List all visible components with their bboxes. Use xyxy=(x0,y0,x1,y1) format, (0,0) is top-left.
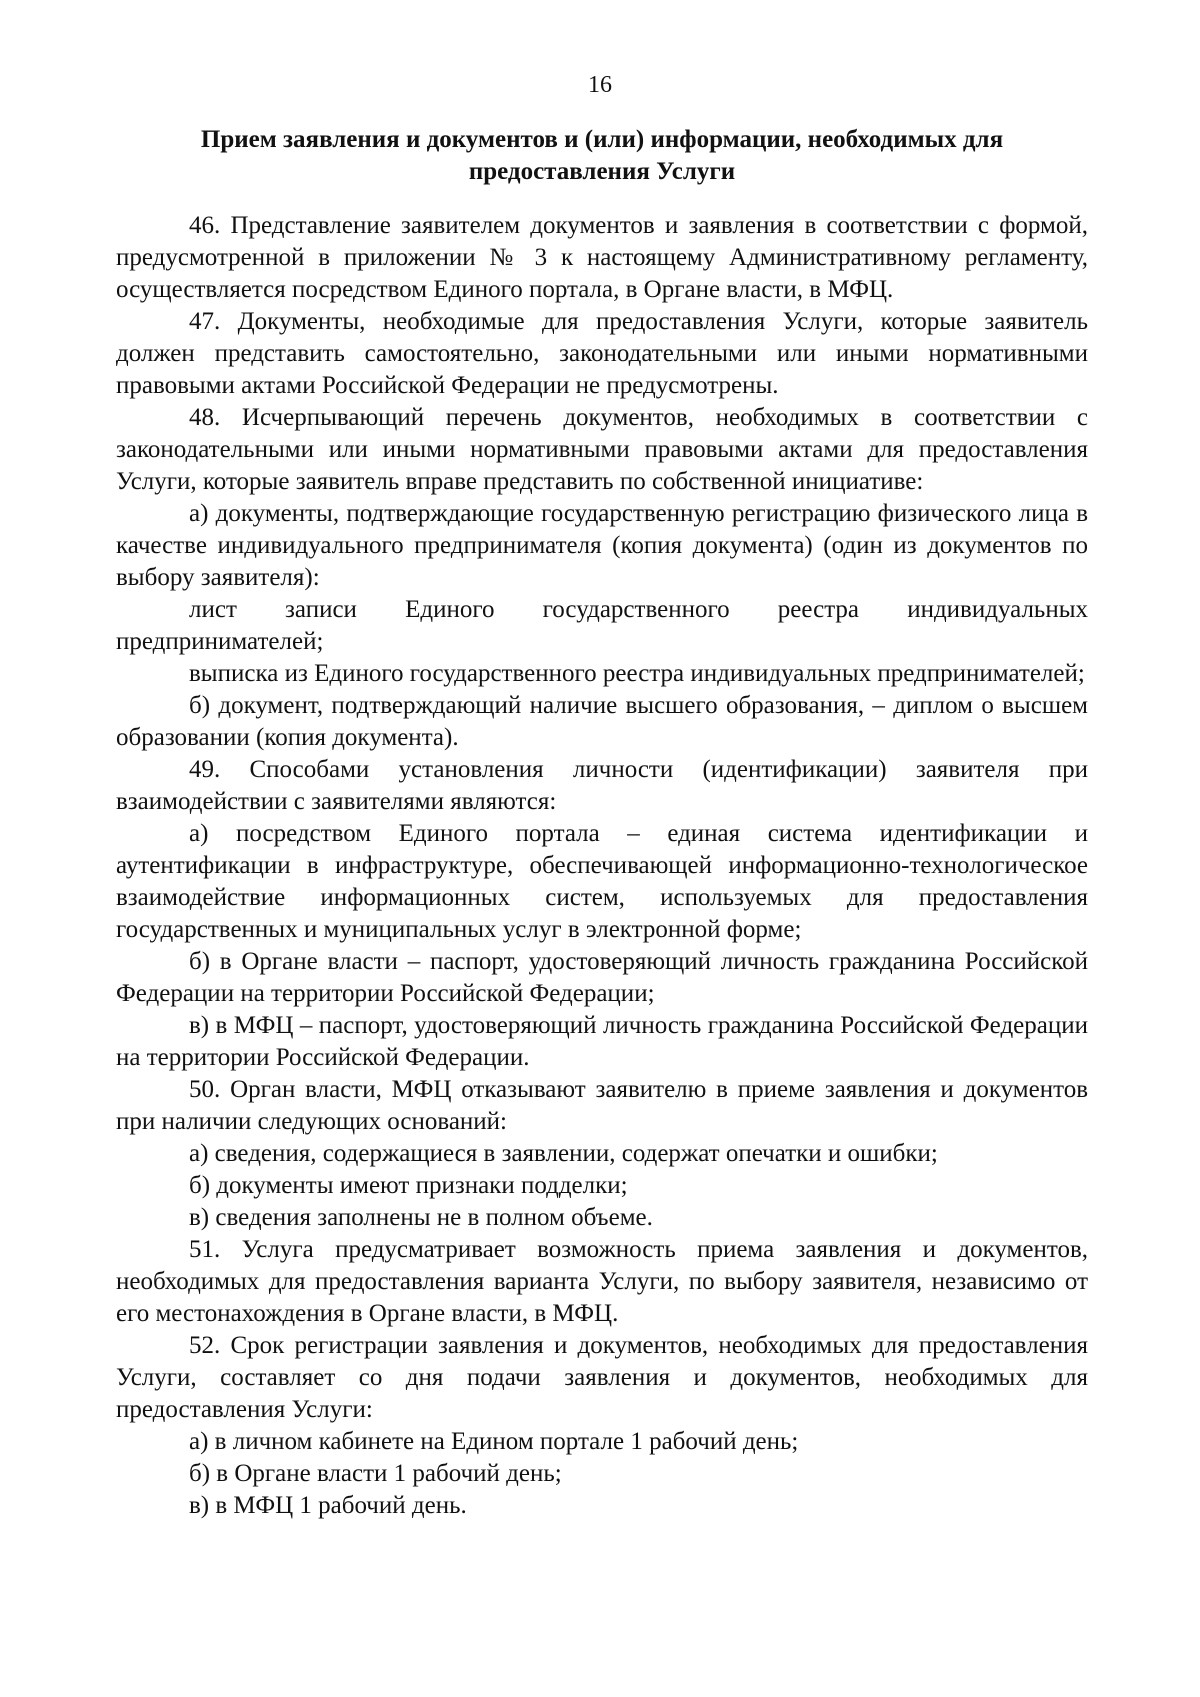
page-number: 16 xyxy=(588,72,612,98)
paragraph-52-b: б) в Органе власти 1 рабочий день; xyxy=(189,1460,562,1487)
paragraph-47: 47. Документы, необходимые для предоставления Услуги, которые заявитель должен представить самостоятельно, законодательными или иными нормативными правовыми актами Российской Федерации не предусмотрены. xyxy=(116,308,1088,399)
paragraph-49-a: а) посредством Единого портала – единая система идентификации и аутентификации в инфраструктуре, обеспечивающей информационно-технологическое взаимодействие информационных систем, используемых для предоставления государственных и муниципальных услуг в электронной форме; xyxy=(116,820,1088,943)
paragraph-50-c: в) сведения заполнены не в полном объеме. xyxy=(189,1204,653,1231)
paragraph-48-a-item-1: лист записи Единого государственного реестра индивидуальных предпринимателей; xyxy=(116,596,1088,655)
paragraph-50-a: а) сведения, содержащиеся в заявлении, содержат опечатки и ошибки; xyxy=(189,1140,938,1167)
paragraph-51: 51. Услуга предусматривает возможность приема заявления и документов, необходимых для предоставления варианта Услуги, по выбору заявителя, независимо от его местонахождения в Органе власти, в МФЦ. xyxy=(116,1236,1088,1327)
paragraph-50: 50. Орган власти, МФЦ отказывают заявителю в приеме заявления и документов при наличии следующих оснований: xyxy=(116,1076,1088,1135)
paragraph-52-a: а) в личном кабинете на Едином портале 1 рабочий день; xyxy=(189,1428,799,1455)
body-text xyxy=(116,210,1088,1522)
paragraph-48-a: а) документы, подтверждающие государственную регистрацию физического лица в качестве индивидуального предпринимателя (копия документа) (один из документов по выбору заявителя): xyxy=(116,500,1088,591)
paragraph-48: 48. Исчерпывающий перечень документов, необходимых в соответствии с законодательными или иными нормативными правовыми актами для предоставления Услуги, которые заявитель вправе представить по собственной инициативе: xyxy=(116,404,1088,495)
paragraph-48-a-item-2: выписка из Единого государственного реестра индивидуальных предпринимателей; xyxy=(189,660,1085,687)
paragraph-52-c: в) в МФЦ 1 рабочий день. xyxy=(189,1492,467,1519)
section-heading: Прием заявления и документов и (или) информации, необходимых для предоставления Услуги xyxy=(200,126,1004,185)
paragraph-49: 49. Способами установления личности (идентификации) заявителя при взаимодействии с заявителями являются: xyxy=(116,756,1088,815)
paragraph-46: 46. Представление заявителем документов и заявления в соответствии с формой, предусмотренной в приложении № 3 к настоящему Административному регламенту, осуществляется посредством Единого портала, в Органе власти, в МФЦ. xyxy=(116,212,1088,303)
paragraph-48-b: б) документ, подтверждающий наличие высшего образования, – диплом о высшем образовании (копия документа). xyxy=(116,692,1088,751)
paragraph-52: 52. Срок регистрации заявления и документов, необходимых для предоставления Услуги, составляет со дня подачи заявления и документов, необходимых для предоставления Услуги: xyxy=(116,1332,1088,1423)
paragraph-50-b: б) документы имеют признаки подделки; xyxy=(189,1172,628,1199)
paragraph-49-c: в) в МФЦ – паспорт, удостоверяющий личность гражданина Российской Федерации на территории Российской Федерации. xyxy=(116,1012,1088,1071)
paragraph-49-b: б) в Органе власти – паспорт, удостоверяющий личность гражданина Российской Федерации на территории Российской Федерации; xyxy=(116,948,1088,1007)
